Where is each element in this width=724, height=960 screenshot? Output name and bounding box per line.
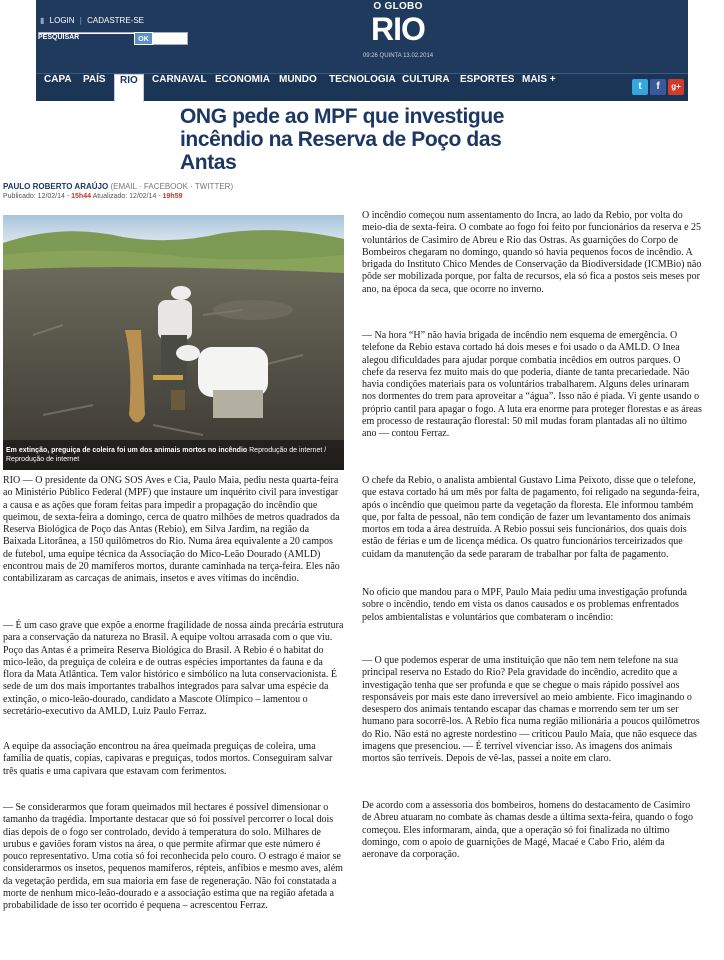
photo-caption (6, 446, 340, 464)
article-photo (3, 215, 344, 470)
account-links (40, 16, 147, 25)
author-contact-links[interactable]: (EMAIL · FACEBOOK · TWITTER) (110, 182, 234, 191)
paragraph: De acordo com a assessoria dos bombeiros, homens do destacamento de Casimiro de Abreu atuaram no combate às chamas desde a última sexta-feira, quando o fogo começou. Eles informaram, ainda, que a operação só foi finalizada no último domingo, com o apoio de guarnições de Magé, Macaé e Cabo Frio, além da aeronave da corporação. (362, 800, 693, 861)
paragraph: A equipe da associação encontrou na área queimada preguiças de coleira, uma família de quatis, copias, capivaras e preguiças, todos mortos. Conseguiram salvar três quatis e uma capivara que estavam com ferimentos. (3, 741, 333, 777)
published-time: 15h44 (71, 193, 91, 200)
nav-capa[interactable]: CAPA (44, 74, 72, 85)
nav-cultura[interactable]: CULTURA (402, 74, 450, 85)
login-link[interactable]: LOGIN (49, 16, 75, 25)
paragraph: O incêndio começou num assentamento do Incra, ao lado da Rebio, por volta do meio-dia de sexta-feira. O combate ao fogo foi feito por funcionários da reserva e 25 voluntários de Casimiro de Abreu e Rio das Ostras. As guarnições do Corpo de Bombeiros chegaram no domingo, quando só havia pequenos focos de incêndio. A brigada do Instituto Chico Mendes de Conservação da Biodiversidade (ICMBio) não pôde ser mobilizada porque, por falta de recursos, ela só fica a postos seis meses por ano, na época da seca, que ocorre no inverno. (362, 210, 702, 295)
paragraph: O chefe da Rebio, o analista ambiental Gustavo Lima Peixoto, disse que o telefone, que estava cortado há um mês por falta de pagamento, foi religado na segunda-feira, após o incêndio que queimou parte da vegetação da floresta. Ele informou também que, por falta de pessoal, não tem condição de fazer um levantamento dos animais mortos em toda a área destruída. A Rebio possui seis funcionários, dos quais dois estão de férias e um de licença médica. Os quatro funcionários terceirizados que cuidam da manutenção da sede pararam de trabalhar por falta de pagamento. (362, 475, 700, 560)
site-header (36, 0, 688, 73)
paragraph: RIO — O presidente da ONG SOS Aves e Cia, Paulo Maia, pediu nesta quarta-feira ao Ministério Público Federal (MPF) que instaure um inquérito civil para investigar a causa e as ações que foram feitas para impedir a propagação do incêndio que queimou, de sexta-feira a domingo, cerca de quatro milhões de metros quadrados da Reserva Biológica de Poço das Antas (Rebio), em Silva Jardim, na região da Baixada Litorânea, a 150 quilômetros do Rio. Numa área equivalente a 20 campos de futebol, uma equipe técnica da Associação do Mico-Leão Dourado (AMLD) encontrou mais de 20 mamíferos mortos, durante caminhada na terça-feira. Eles não contabilizaram as carcaças de animais, insetos e aves vítimas do incêndio. (3, 475, 340, 585)
nav-rio[interactable]: RIO (114, 74, 144, 102)
nav-esportes[interactable]: ESPORTES (460, 74, 515, 85)
paragraph: — Na hora “H” não havia brigada de incêndio nem esquema de emergência. O telefone da Rebio estava cortado há dois meses e foi usado o da AMLD. O Inea alegou dificuldades para ajudar porque combatia incêdios em outros parques. O chefe da reserva fez muito mais do que poderia, diante de tanta precariedade. Não havia condições materiais para os voluntários trabalharem. Alguns deles urinaram nos dormentes do trem para aproveitar a “água”. Isso não é piada. Vi gente usando o próprio cantil para apagar o fogo. A luta era enorme para proteger florestas e as áreas em processo de restauração florestal: 50 mil mudas foram plantadas ali no último ano — contou Ferraz. (362, 330, 702, 440)
user-icon: ▮ (40, 16, 45, 25)
publish-info (3, 193, 183, 200)
nav-carnaval[interactable]: CARNAVAL (152, 74, 207, 85)
search-ok-button[interactable]: OK (134, 32, 153, 45)
nav-economia[interactable]: ECONOMIA (215, 74, 270, 85)
author-name[interactable]: PAULO ROBERTO ARAÚJO (3, 182, 109, 191)
byline (3, 182, 233, 191)
burned-field-photo (3, 215, 344, 470)
nav-pais[interactable]: PAÍS (83, 74, 106, 85)
published-label: Publicado: (3, 193, 36, 200)
updated-date: 12/02/14 - (129, 193, 161, 200)
article-headline: ONG pede ao MPF que investigue incêndio na Reserva de Poço das Antas (180, 105, 505, 174)
twitter-icon[interactable]: t (632, 79, 648, 95)
google-plus-icon[interactable]: g+ (668, 79, 684, 95)
signup-link[interactable]: CADASTRE-SE (87, 16, 144, 25)
updated-label: Atualizado: (92, 193, 128, 200)
dateline: 09:26 QUINTA 13.02.2014 (362, 53, 434, 59)
divider: | (79, 16, 82, 25)
nav-mais[interactable]: MAIS + (522, 74, 556, 85)
main-nav (36, 73, 688, 101)
facebook-icon[interactable]: f (650, 79, 666, 95)
nav-mundo[interactable]: MUNDO (279, 74, 317, 85)
updated-time: 19h59 (162, 193, 183, 200)
section-title[interactable]: RIO (371, 11, 425, 47)
paragraph: — Se considerarmos que foram queimados mil hectares é possível dimensionar o tamanho da tragédia. Importante destacar que só foi possível percorrer o local dois dias depois de o fogo ser controlado, devido à temperatura do solo. Milhares de urubus e gaviões foram vistos na área, o que permite afirmar que este número é pouco representativo. Uma cotia só foi reconhecida pelo couro. O estrago é maior se considerarmos os insetos, pequenos mamíferos, répteis, anfíbios e mesmo aves, além da vegetação perdida, em sua maioria em fase de regeneração. Não foi constatada a morte de nenhum mico-leão-dourado e a associação estima que na região afetada a probabilidade de isso ter ocorrido é pequena – acrescentou Ferraz. (3, 802, 343, 912)
paragraph: No ofício que mandou para o MPF, Paulo Maia pediu uma investigação profunda sobre o incêndio, tendo em vista os danos causados e os problemas enfrentados pelos ambientalistas e voluntários que combateram o incêndio: (362, 587, 687, 623)
published-date: 12/02/14 - (37, 193, 70, 200)
caption-text: Em extinção, preguiça de coleira foi um dos animais mortos no incêndio (6, 447, 248, 454)
caption-credit: Reprodução de internet / Reprodução de internet (6, 447, 327, 463)
paragraph: — O que podemos esperar de uma instituição que não tem nem telefone na sua principal reserva no Estado do Rio? Pela gravidade do incêndio, acredito que a investigação tenha que ser profunda e que se chegue o mais rápido possível aos responsáveis por mais este dano irreversível ao meio ambiente. Fico imaginando o desespero dos animais tentando escapar das chamas e morrendo sem ter um ser humano para socorrê-los. A Rebio fica numa região milionária a poucos quilômetros do Rio. Não está no agreste nordestino — criticou Paulo Maia, que não esquece das imagens que presenciou. — É terrível vivenciar isso. As imagens dos animais mortos são terríveis. Depois de vê-las, passei a noite em claro. (362, 655, 700, 765)
brand-logo[interactable]: O GLOBO (373, 1, 423, 12)
paragraph: — É um caso grave que expõe a enorme fragilidade de nossa ainda precária estrutura para a conservação da natureza no Brasil. A equipe voltou arrasada com o que viu. Poço das Antas é a primeira Reserva Biológica do Brasil. A Rebio é o habitat do mico-leão, da preguiça de coleira e de outras espécies importantes da fauna e da flora da Mata Atlântica. Tem valor histórico e simbólico na luta conservacionista. É sede de um dos mais importantes trabalhos integrados para salvar uma espécie da extinção, o mico-leão-dourado, candidato a Mascote Olímpico – lamentou o secretário-executivo da AMLD, Luiz Paulo Ferraz. (3, 620, 344, 718)
search-label[interactable]: PESQUISAR (38, 34, 134, 45)
nav-tecnologia[interactable]: TECNOLOGIA (329, 74, 396, 85)
